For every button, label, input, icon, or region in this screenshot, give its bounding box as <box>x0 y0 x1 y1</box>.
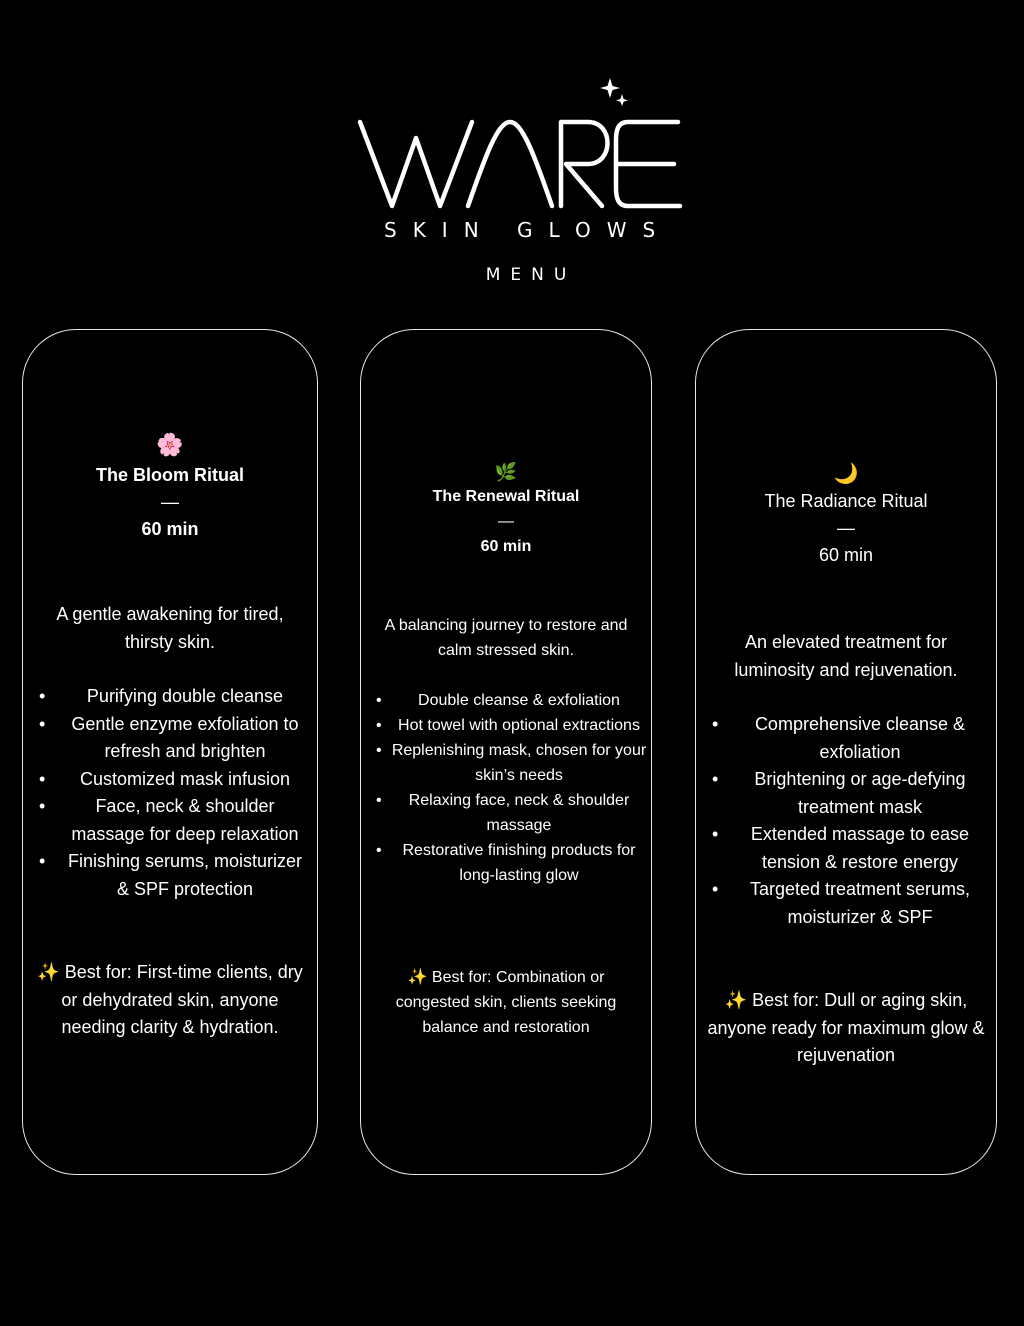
treatment-description: An elevated treatment for luminosity and rejuvenation. <box>734 632 958 680</box>
best-for-text: Best for: Combination or congested skin, clients seeking balance and restoration <box>395 969 617 1036</box>
title-divider: — <box>161 492 179 512</box>
sparkles-icon: ✨ <box>37 962 60 982</box>
treatment-duration: 60 min <box>480 538 532 555</box>
sparkles-icon: ✨ <box>724 990 748 1010</box>
treatment-description: A gentle awakening for tired, thirsty skin. <box>56 604 284 652</box>
ware-wordmark <box>356 78 686 218</box>
treatment-card-renewal <box>360 329 652 1175</box>
treatment-card-radiance <box>695 329 997 1175</box>
title-divider: — <box>498 513 514 530</box>
best-for-note <box>23 959 317 1042</box>
feature-item: • Extended massage to ease tension & restore energy <box>696 821 996 876</box>
feature-list <box>23 683 317 903</box>
feature-item: • Restorative finishing products for long-lasting glow <box>361 838 651 888</box>
feature-item: • Hot towel with optional extractions <box>361 713 651 738</box>
card-header <box>361 463 651 559</box>
treatment-duration: 60 min <box>141 519 199 539</box>
sparkles-icon: ✨ <box>407 969 428 986</box>
feature-item: • Relaxing face, neck & shoulder massage <box>361 788 651 838</box>
card-header <box>696 464 996 569</box>
best-for-note <box>361 965 651 1040</box>
feature-item: • Purifying double cleanse <box>23 683 317 711</box>
feature-list <box>361 688 651 888</box>
treatment-title: The Renewal Ritual <box>432 488 580 505</box>
herb-icon: 🌿 <box>494 462 518 482</box>
card-header <box>23 434 317 543</box>
feature-item: • Finishing serums, moisturizer & SPF protection <box>23 848 317 903</box>
cherry-blossom-icon: 🌸 <box>156 432 184 457</box>
feature-item: • Customized mask infusion <box>23 766 317 794</box>
best-for-text: Best for: First-time clients, dry or dehydrated skin, anyone needing clarity & hydration. <box>61 962 303 1037</box>
treatment-card-bloom <box>22 329 318 1175</box>
sparkle-icon <box>600 78 628 106</box>
treatment-duration: 60 min <box>818 545 874 565</box>
title-divider: — <box>837 518 855 538</box>
menu-heading: MENU <box>485 265 577 285</box>
feature-list <box>696 711 996 931</box>
brand-tagline: SKIN GLOWS <box>384 218 672 242</box>
feature-item: • Comprehensive cleanse & exfoliation <box>696 711 996 766</box>
treatment-title: The Radiance Ritual <box>764 491 928 511</box>
feature-item: • Double cleanse & exfoliation <box>361 688 651 713</box>
feature-item: • Brightening or age-defying treatment mask <box>696 766 996 821</box>
crescent-moon-icon: 🌙 <box>833 463 859 485</box>
feature-item: • Gentle enzyme exfoliation to refresh and brighten <box>23 711 317 766</box>
best-for-text: Best for: Dull or aging skin, anyone ready for maximum glow & rejuvenation <box>707 990 985 1065</box>
feature-item: • Targeted treatment serums, moisturizer & SPF <box>696 876 996 931</box>
treatment-description: A balancing journey to restore and calm stressed skin. <box>384 617 628 659</box>
best-for-note <box>696 987 996 1070</box>
feature-item: • Replenishing mask, chosen for your skin’s needs <box>361 738 651 788</box>
feature-item: • Face, neck & shoulder massage for deep relaxation <box>23 793 317 848</box>
treatment-title: The Bloom Ritual <box>96 465 244 485</box>
